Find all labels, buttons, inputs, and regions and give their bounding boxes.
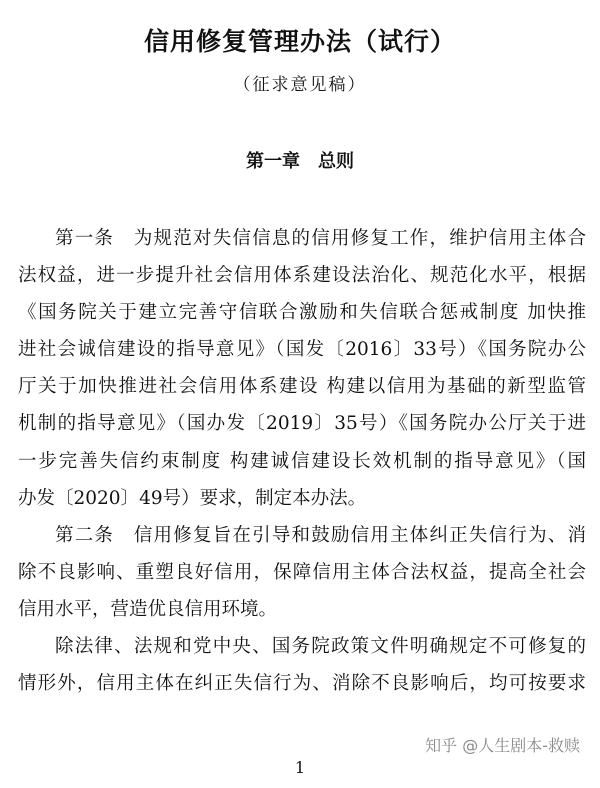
- text-line: 第二条 信用修复旨在引导和鼓励信用主体纠正失信行为、消: [55, 524, 586, 546]
- document-subtitle: （征求意见稿）: [233, 75, 367, 95]
- text-line: 厅关于加快推进社会信用体系建设 构建以信用为基础的新型监管: [18, 376, 586, 398]
- text-line: 情形外，信用主体在纠正失信行为、消除不良影响后，均可按要求: [18, 673, 586, 695]
- document-title: 信用修复管理办法（试行）: [143, 27, 456, 56]
- text-line: 第一条 为规范对失信信息的信用修复工作，维护信用主体合: [55, 228, 586, 249]
- text-line: 一步完善失信约束制度 构建诚信建设长效机制的指导意见》（国: [18, 450, 586, 472]
- text-line: 进社会诚信建设的指导意见》（国发〔2016〕33号）《国务院办公: [18, 339, 586, 361]
- text-line: 法权益，进一步提升社会信用体系建设法治化、规范化水平，根据: [18, 265, 586, 287]
- text-line: 机制的指导意见》（国办发〔2019〕35号）《国务院办公厅关于进: [18, 413, 586, 435]
- text-line: 《国务院关于建立完善守信联合激励和失信联合惩戒制度 加快推: [18, 302, 586, 324]
- text-line: 除不良影响、重塑良好信用，保障信用主体合法权益，提高全社会: [18, 561, 586, 583]
- text-line: 信用水平，营造优良信用环境。: [18, 598, 278, 620]
- chapter-heading: 第一章 总则: [246, 151, 354, 172]
- page-number: 1: [294, 758, 306, 777]
- zhihu-watermark: 知乎 @人生剧本-救赎: [425, 736, 580, 755]
- text-line: 办发〔2020〕49号）要求，制定本办法。: [18, 487, 367, 509]
- text-line: 除法律、法规和党中央、国务院政策文件明确规定不可修复的: [55, 636, 586, 658]
- body-text: [18, 220, 586, 702]
